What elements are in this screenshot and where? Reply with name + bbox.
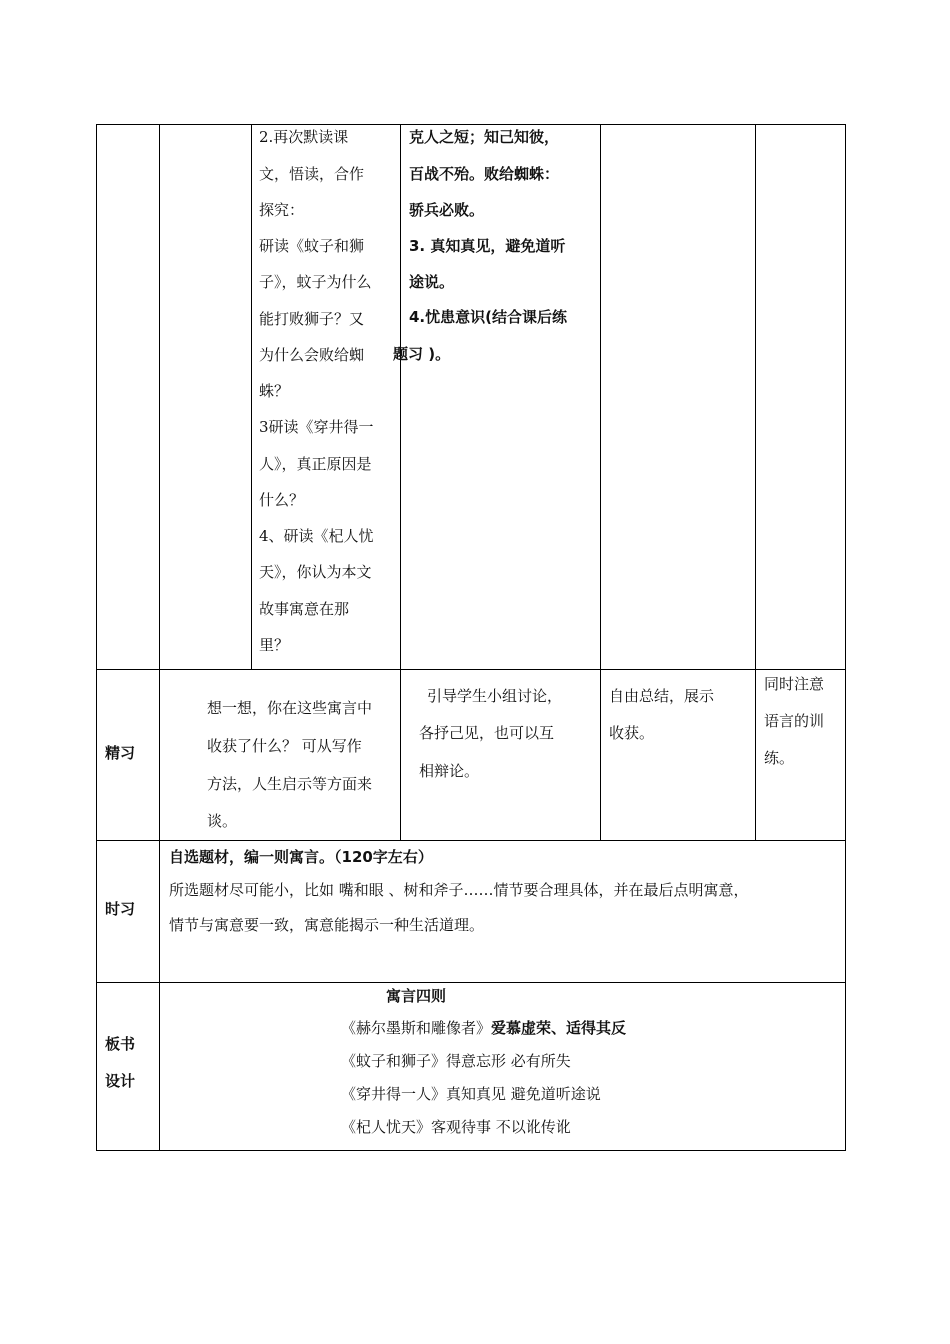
text-line: 练。 — [764, 749, 795, 767]
text-line: 里？ — [259, 636, 290, 654]
text-line: 2.再次默读课 — [259, 128, 349, 146]
text-line: 相辩论。 — [419, 762, 480, 780]
board-line — [341, 1018, 626, 1038]
text-line: 天》，你认为本文 — [259, 563, 372, 581]
text-line: 能打败狮子？又 — [259, 310, 365, 328]
board-line: 《蚊子和狮子》得意忘形 必有所失 — [341, 1052, 571, 1070]
text-line: 4、研读《杞人忧 — [259, 527, 374, 545]
text-line: 探究： — [259, 201, 305, 219]
text-line: 方法，人生启示等方面来 — [207, 775, 373, 793]
text-line: 文，悟读，合作 — [259, 165, 365, 183]
table-col-divider — [159, 124, 160, 1151]
text-line: 故事寓意在那 — [259, 600, 350, 618]
text-line: 4.忧患意识(结合课后练 — [409, 308, 567, 326]
table-col-divider — [251, 124, 252, 670]
text-line: 途说。 — [409, 273, 455, 291]
text-line: 子》，蚊子为什么 — [259, 273, 372, 291]
row-label-banshu: 板书 — [105, 1035, 136, 1053]
table-col-divider — [400, 124, 401, 841]
text-line: 什么？ — [259, 491, 305, 509]
text-line: 语言的训 — [764, 712, 825, 730]
text-line: 为什么会败给蜘 — [259, 346, 365, 364]
text-line: 想一想，你在这些寓言中 — [207, 699, 373, 717]
text-line: 研读《蚊子和狮 — [259, 237, 365, 255]
text-line: 谈。 — [207, 812, 238, 830]
board-story-title: 《赫尔墨斯和雕像者》 — [341, 1019, 492, 1037]
text-line: 人》，真正原因是 — [259, 455, 372, 473]
text-line: 各抒己见，也可以互 — [419, 724, 555, 742]
row-label-sheji: 设计 — [105, 1072, 136, 1090]
text-line: 收获了什么？ 可从写作 — [207, 737, 362, 755]
table-border-right — [845, 124, 846, 1151]
text-line: 3. 真知真见，避免道听 — [409, 237, 566, 255]
row-label-jingxi: 精习 — [105, 744, 136, 762]
table-col-divider — [600, 124, 601, 841]
table-divider — [96, 669, 846, 670]
board-line: 《杞人忧天》客观待事 不以讹传讹 — [341, 1118, 571, 1136]
homework-title: 自选题材，编一则寓言。（120字左右） — [169, 848, 433, 866]
board-story-moral: 爱慕虚荣、适得其反 — [491, 1019, 627, 1037]
row-label-shixi: 时习 — [105, 900, 136, 918]
homework-text-line: 所选题材尽可能小，比如 嘴和眼 、树和斧子……情节要合理具体，并在最后点明寓意， — [169, 881, 749, 899]
text-line: 3研读《穿井得一 — [259, 418, 374, 436]
text-line: 同时注意 — [764, 675, 825, 693]
table-col-divider — [755, 124, 756, 841]
text-line: 收获。 — [609, 724, 655, 742]
homework-text-line: 情节与寓意要一致，寓意能揭示一种生活道理。 — [169, 916, 485, 934]
table-divider — [96, 982, 846, 983]
text-line: 蛛？ — [259, 382, 290, 400]
board-heading: 寓言四则 — [386, 987, 447, 1005]
table-border-left — [96, 124, 97, 1151]
table-divider — [96, 840, 846, 841]
text-line: 自由总结，展示 — [609, 687, 715, 705]
table-border-top — [96, 124, 846, 125]
text-line: 百战不殆。败给蜘蛛： — [409, 165, 560, 183]
table-border-bottom — [96, 1150, 846, 1151]
board-line: 《穿井得一人》真知真见 避免道听途说 — [341, 1085, 601, 1103]
text-line: 引导学生小组讨论， — [427, 687, 563, 705]
text-line: 题习 )。 — [393, 345, 451, 363]
text-line: 克人之短；知己知彼， — [409, 128, 560, 146]
text-line: 骄兵必败。 — [409, 201, 485, 219]
